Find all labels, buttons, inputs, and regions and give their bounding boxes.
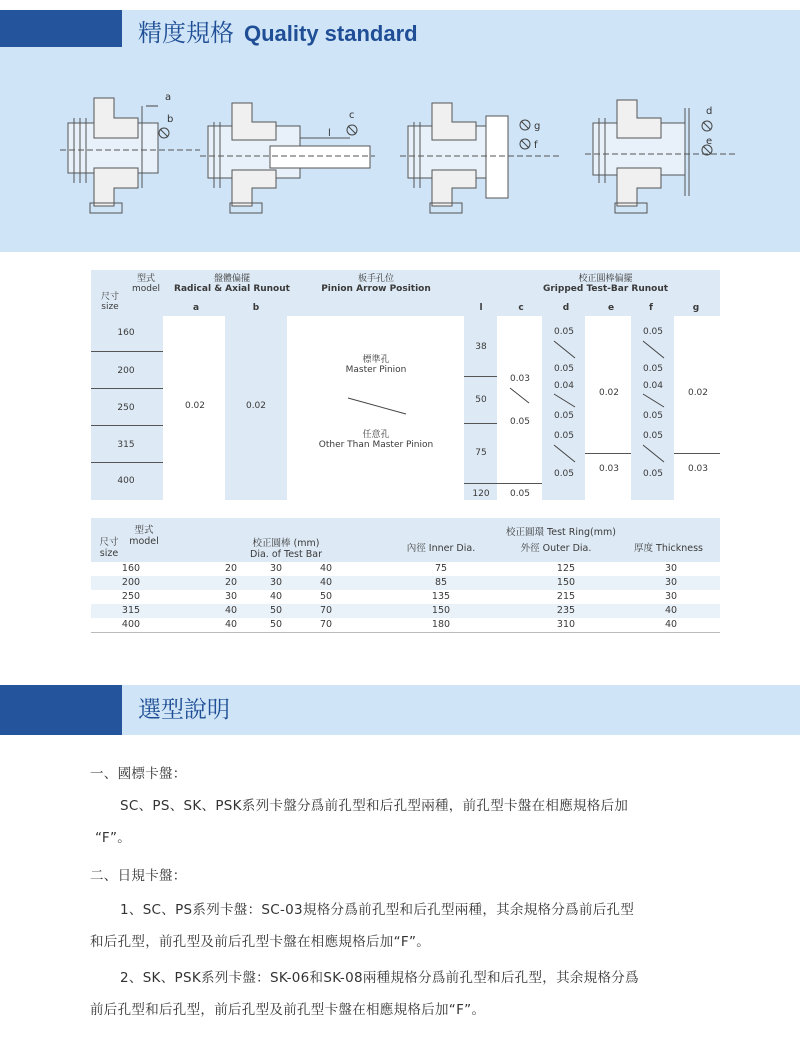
f-val-5: 0.05 [642,431,664,441]
f-slash-icon [642,393,666,409]
paragraph: 和后孔型，前孔型及前后孔型卡盤在相應規格后加“F”。 [90,934,431,950]
h2-outer: 外徑 Outer Dia. [520,543,592,554]
d-val-2: 0.05 [553,364,575,374]
col-a: a [192,303,200,313]
master-pinion: 標準孔 Master Pinion [345,355,407,376]
col-c: c [518,303,524,313]
h2-size: 尺寸 size [99,537,119,559]
col-b: b [252,303,260,313]
size-160: 160 [117,328,135,338]
paragraph: 2、SK、PSK系列卡盤：SK-06和SK-08兩種規格分爲前孔型和后孔型，其余規格分爲 [120,970,639,986]
other-pinion: 任意孔 Other Than Master Pinion [318,430,434,451]
g-val-2: 0.03 [687,464,709,474]
paragraph: “F”。 [95,830,132,846]
l-38: 38 [475,342,487,352]
value-a: 0.02 [184,401,206,411]
label-g: g [534,121,541,132]
h-type: 型式 model [131,274,161,295]
col-l: l [479,303,483,313]
l-75: 75 [475,448,487,458]
h-pinion: 板手孔位 Pinion Arrow Position [321,274,431,295]
f-val-2: 0.05 [642,364,664,374]
pinion-slash-icon [346,396,408,416]
label-f: f [534,140,538,151]
size-315: 315 [117,440,135,450]
paragraph: SC、PS、SK、PSK系列卡盤分爲前孔型和后孔型兩種，前孔型卡盤在相應規格后加 [120,798,629,814]
selection-header [0,685,800,735]
label-e: e [706,136,713,147]
heading-jis: 二、日規卡盤： [90,868,187,884]
l-50: 50 [475,395,487,405]
label-b: b [167,114,174,125]
f-slash-icon [642,340,666,360]
label-c: c [349,110,355,121]
label-a: a [165,92,172,103]
d-val-5: 0.05 [553,431,575,441]
d-val-3: 0.04 [553,381,575,391]
f-val-6: 0.05 [642,469,664,479]
value-b: 0.02 [245,401,267,411]
heading-gb: 一、國標卡盤： [90,766,187,782]
g-val-1: 0.02 [687,388,709,398]
label-l: l [328,128,331,139]
h2-inner: 內徑 Inner Dia. [406,543,476,554]
d-slash-icon [553,340,577,360]
col-e: e [607,303,615,313]
c-val-2: 0.05 [509,417,531,427]
d-val-6: 0.05 [553,469,575,479]
f-val-4: 0.05 [642,411,664,421]
h2-thick: 厚度 Thickness [634,543,703,554]
d-slash-icon [553,393,577,409]
d-slash-icon [553,444,577,464]
section-title: 選型說明 [138,697,230,723]
paragraph: 前后孔型和后孔型，前后孔型及前孔型卡盤在相應規格后加“F”。 [90,1002,486,1018]
col-d: d [562,303,570,313]
f-val-3: 0.04 [642,381,664,391]
test-bar-table: 型式 model 尺寸 size 校正圓棒 (mm) Dia. of Test Bar 校正圓環 Test Ring(mm) 內徑 Inner Dia. 外徑 Outer Dia. 厚度 Thickness 160 20 30 40 75 125 30 200 20 30 40 85 150 30 250 30 40 50 135 215 30 315 40 50 70 150 235 40 400 40 50 70 180 310 40 [91,518,720,634]
chuck-diagram-de [585,88,735,223]
c-slash-icon [509,387,531,405]
h2-bar: 校正圓棒 (mm) Dia. of Test Bar [250,538,322,560]
l-120: 120 [472,489,490,499]
chuck-diagram-gf [400,98,560,223]
h-size: 尺寸 size [100,292,119,313]
c-val-3: 0.05 [509,489,531,499]
chuck-diagram-cl [200,98,375,223]
h2-type: 型式 model [129,525,159,547]
d-val-4: 0.05 [553,411,575,421]
f-val-1: 0.05 [642,327,664,337]
size-250: 250 [117,403,135,413]
section-title: 精度規格 Quality standard [138,19,418,47]
size-400: 400 [117,476,135,486]
d-val-1: 0.05 [553,327,575,337]
e-val-1: 0.02 [598,388,620,398]
col-g: g [692,303,700,313]
paragraph: 1、SC、PS系列卡盤：SC-03規格分爲前孔型和后孔型兩種，其余規格分爲前后孔型 [120,902,635,918]
h-grip: 校正圓棒偏擺 Gripped Test-Bar Runout [542,274,669,295]
col-f: f [649,303,653,313]
c-val-1: 0.03 [509,374,531,384]
runout-table [91,270,720,500]
size-200: 200 [117,366,135,376]
label-d: d [706,106,713,117]
header-accent-block [0,685,122,735]
chuck-diagram-ab [60,88,200,223]
h-runout: 盤體偏擺 Radical & Axial Runout [174,274,290,295]
f-slash-icon [642,444,666,464]
e-val-2: 0.03 [598,464,620,474]
h2-ring: 校正圓環 Test Ring(mm) [506,527,616,538]
